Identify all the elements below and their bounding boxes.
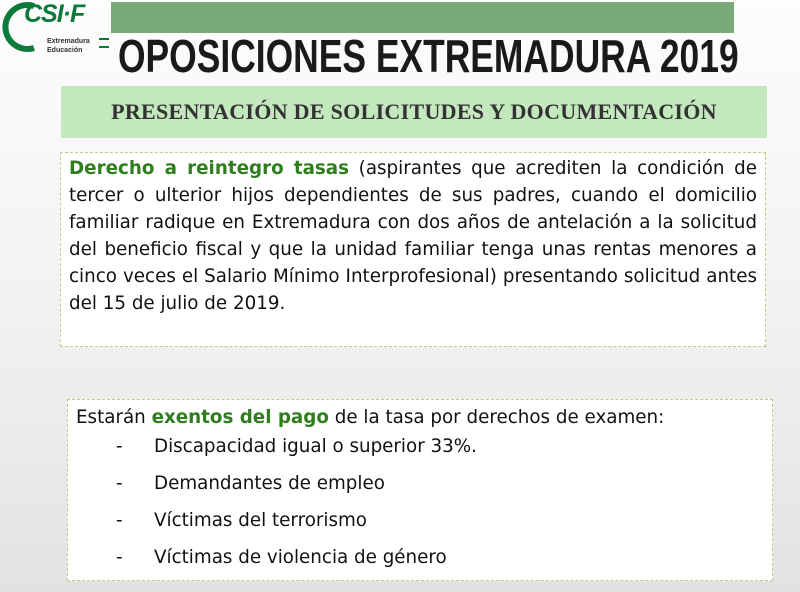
exentos-highlight: exentos del pago <box>151 407 329 428</box>
logo-region: Extremadura <box>47 38 90 45</box>
exentos-box <box>67 399 773 581</box>
list-item <box>76 473 764 510</box>
subtitle-banner <box>61 86 767 138</box>
list-item <box>76 436 764 473</box>
bullet-dash: - <box>116 547 123 568</box>
reintegro-highlight: Derecho a reintegro tasas <box>69 158 350 179</box>
list-item <box>76 547 764 584</box>
bullet-dash: - <box>116 436 123 457</box>
bullet-dash: - <box>116 473 123 494</box>
reintegro-box <box>60 152 766 347</box>
reintegro-text: (aspirantes que acrediten la condición de tercer o ulterior hijos dependientes de sus padres, cuando el domicilio familiar radique en Extremadura con dos años de antelación a la solicitud del beneficio fiscal y que la unidad familiar tenga unas rentas menores a cinco veces el Salario Mínimo Interprofesional) presentando solicitud antes del 15 de julio de 2019. <box>69 158 758 314</box>
bullet-dash: - <box>116 510 123 531</box>
logo-equals-mark <box>99 38 109 48</box>
list-item-text: Demandantes de empleo <box>154 473 385 494</box>
list-item-text: Víctimas del terrorismo <box>154 510 367 531</box>
logo-sector: Educación <box>47 47 83 54</box>
exentos-list <box>76 436 764 584</box>
section-subtitle: PRESENTACIÓN DE SOLICITUDES Y DOCUMENTACIÓN <box>111 99 717 124</box>
logo-brand: CSI·F <box>24 0 85 28</box>
list-item-text: Discapacidad igual o superior 33%. <box>154 436 477 457</box>
exentos-intro-after: de la tasa por derechos de examen: <box>328 407 665 428</box>
exentos-intro-before: Estarán <box>76 407 152 428</box>
exentos-intro <box>76 402 764 433</box>
header-bar <box>111 2 734 33</box>
list-item <box>76 510 764 547</box>
page-title: OPOSICIONES EXTREMADURA 2019 <box>118 30 739 82</box>
list-item-text: Víctimas de violencia de género <box>154 547 447 568</box>
reintegro-paragraph <box>69 155 757 317</box>
csif-logo <box>0 0 112 60</box>
